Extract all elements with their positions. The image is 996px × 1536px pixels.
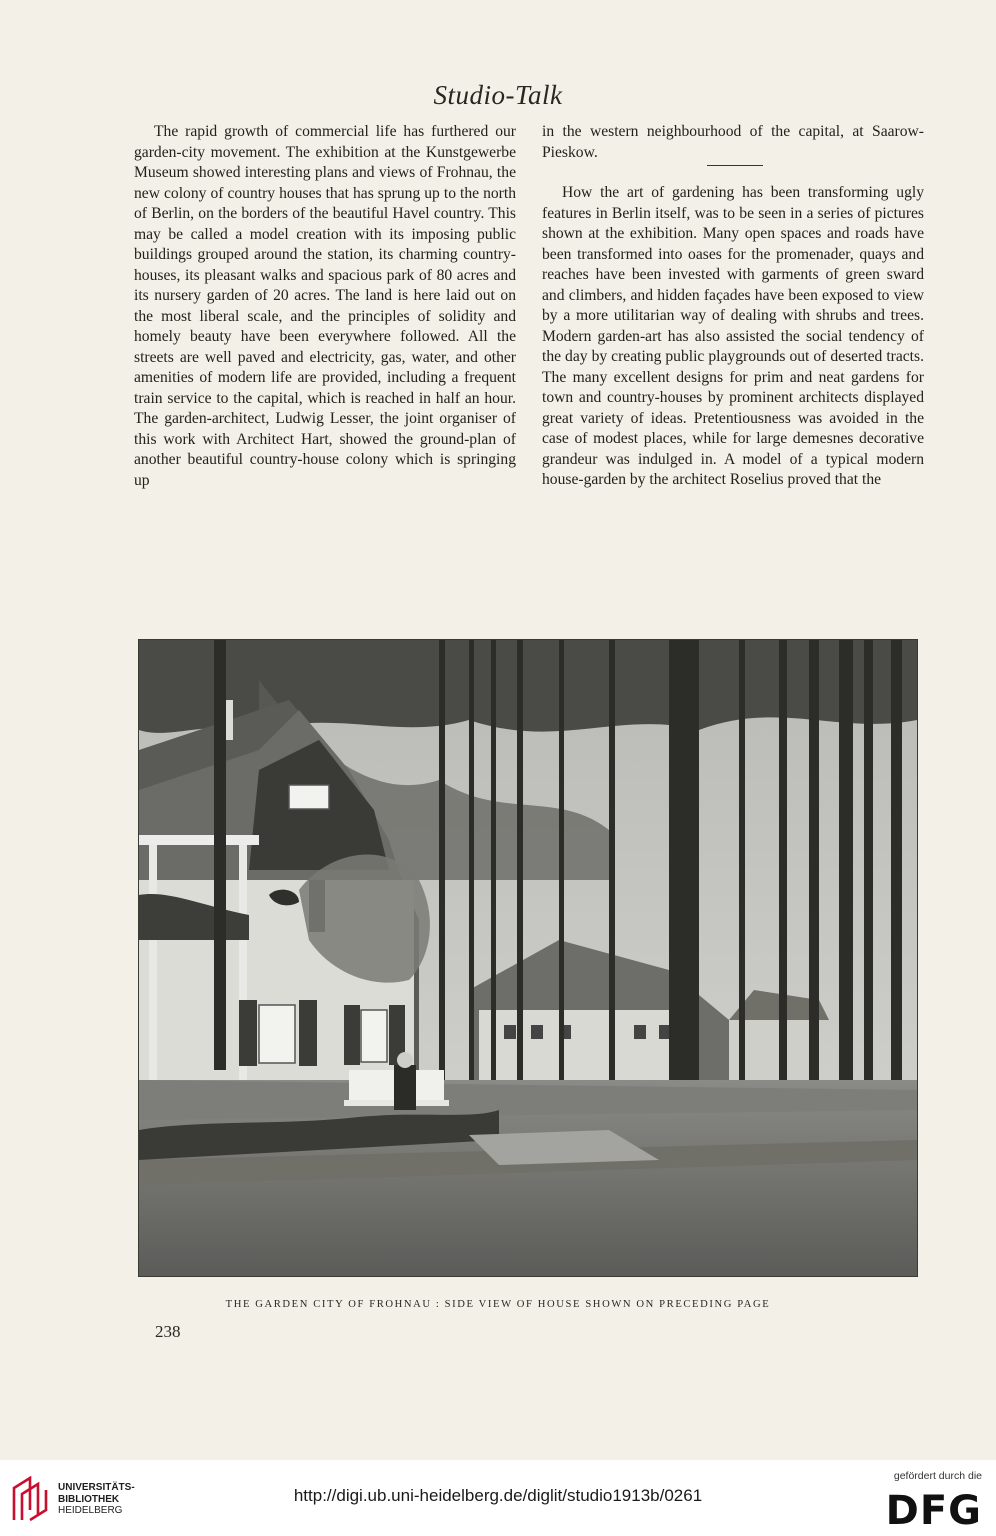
photograph-frohnau-house [139,640,917,1276]
body-paragraph: The rapid growth of commercial life has furthered our garden-city movement. The exhibition at the Kunstgewerbe Museum showed interesting plans and views of Frohnau, the new colony of country houses that has sprung up to the north of Berlin, on the borders of the beautiful Havel country. This may be called a model creation with its imposing public buildings grouped around the station, its charming country-houses, its pleasant walks and spacious park of 80 acres and its nursery garden of 20 acres. The land is here laid out on the most liberal scale, and the principles of solidity and homely beauty have been everywhere followed. All the streets are well paved and electricity, gas, water, and other amenities of modern life are provided, including a frequent train service to the capital, which is reached in half an hour. The garden-architect, Ludwig Lesser, the joint organiser of this work with Architect Hart, showed the ground-plan of another beautiful country-house colony which is springing up [134,123,516,489]
left-text-column [134,122,516,491]
permalink[interactable]: http://digi.ub.uni-heidelberg.de/diglit/studio1913b/0261 [293,1486,703,1505]
digitization-footer [0,1460,996,1536]
running-head: Studio-Talk [433,80,563,110]
body-paragraph: How the art of gardening has been transforming ugly features in Berlin itself, was to be seen in a series of pictures shown at the exhibition. Many open spaces and roads have been transformed into oases for the promenader, quays and reaches have been invested with garments of green sward and climbers, and hidden façades have been exposed to view by a more utilitarian way of dealing with shrubs and trees. Modern garden-art has also assisted the social tendency of the day by creating public playgrounds out of deserted tracts. The many excellent designs for prim and neat gardens for town and country-houses by prominent architects displayed great variety of ideas. Pretentiousness was avoided in the case of modest places, while for large demesnes decorative grandeur was indulged in. A model of a typical modern house-garden by the architect Roselius proved that the [542,184,924,488]
dfg-logo: DFG [885,1488,982,1534]
figure-caption: THE GARDEN CITY OF FROHNAU : SIDE VIEW OF HOUSE SHOWN ON PRECEDING PAGE [225,1299,771,1310]
right-text-column [542,122,924,491]
library-name: UNIVERSITÄTS- BIBLIOTHEK HEIDELBERG [58,1482,135,1516]
page-number: 238 [155,1322,181,1341]
continued-paragraph: in the western neighbourhood of the capital, at Saarow-Pieskow. [542,123,924,161]
section-rule [542,163,924,183]
funded-by-label: gefördert durch die [893,1470,982,1482]
